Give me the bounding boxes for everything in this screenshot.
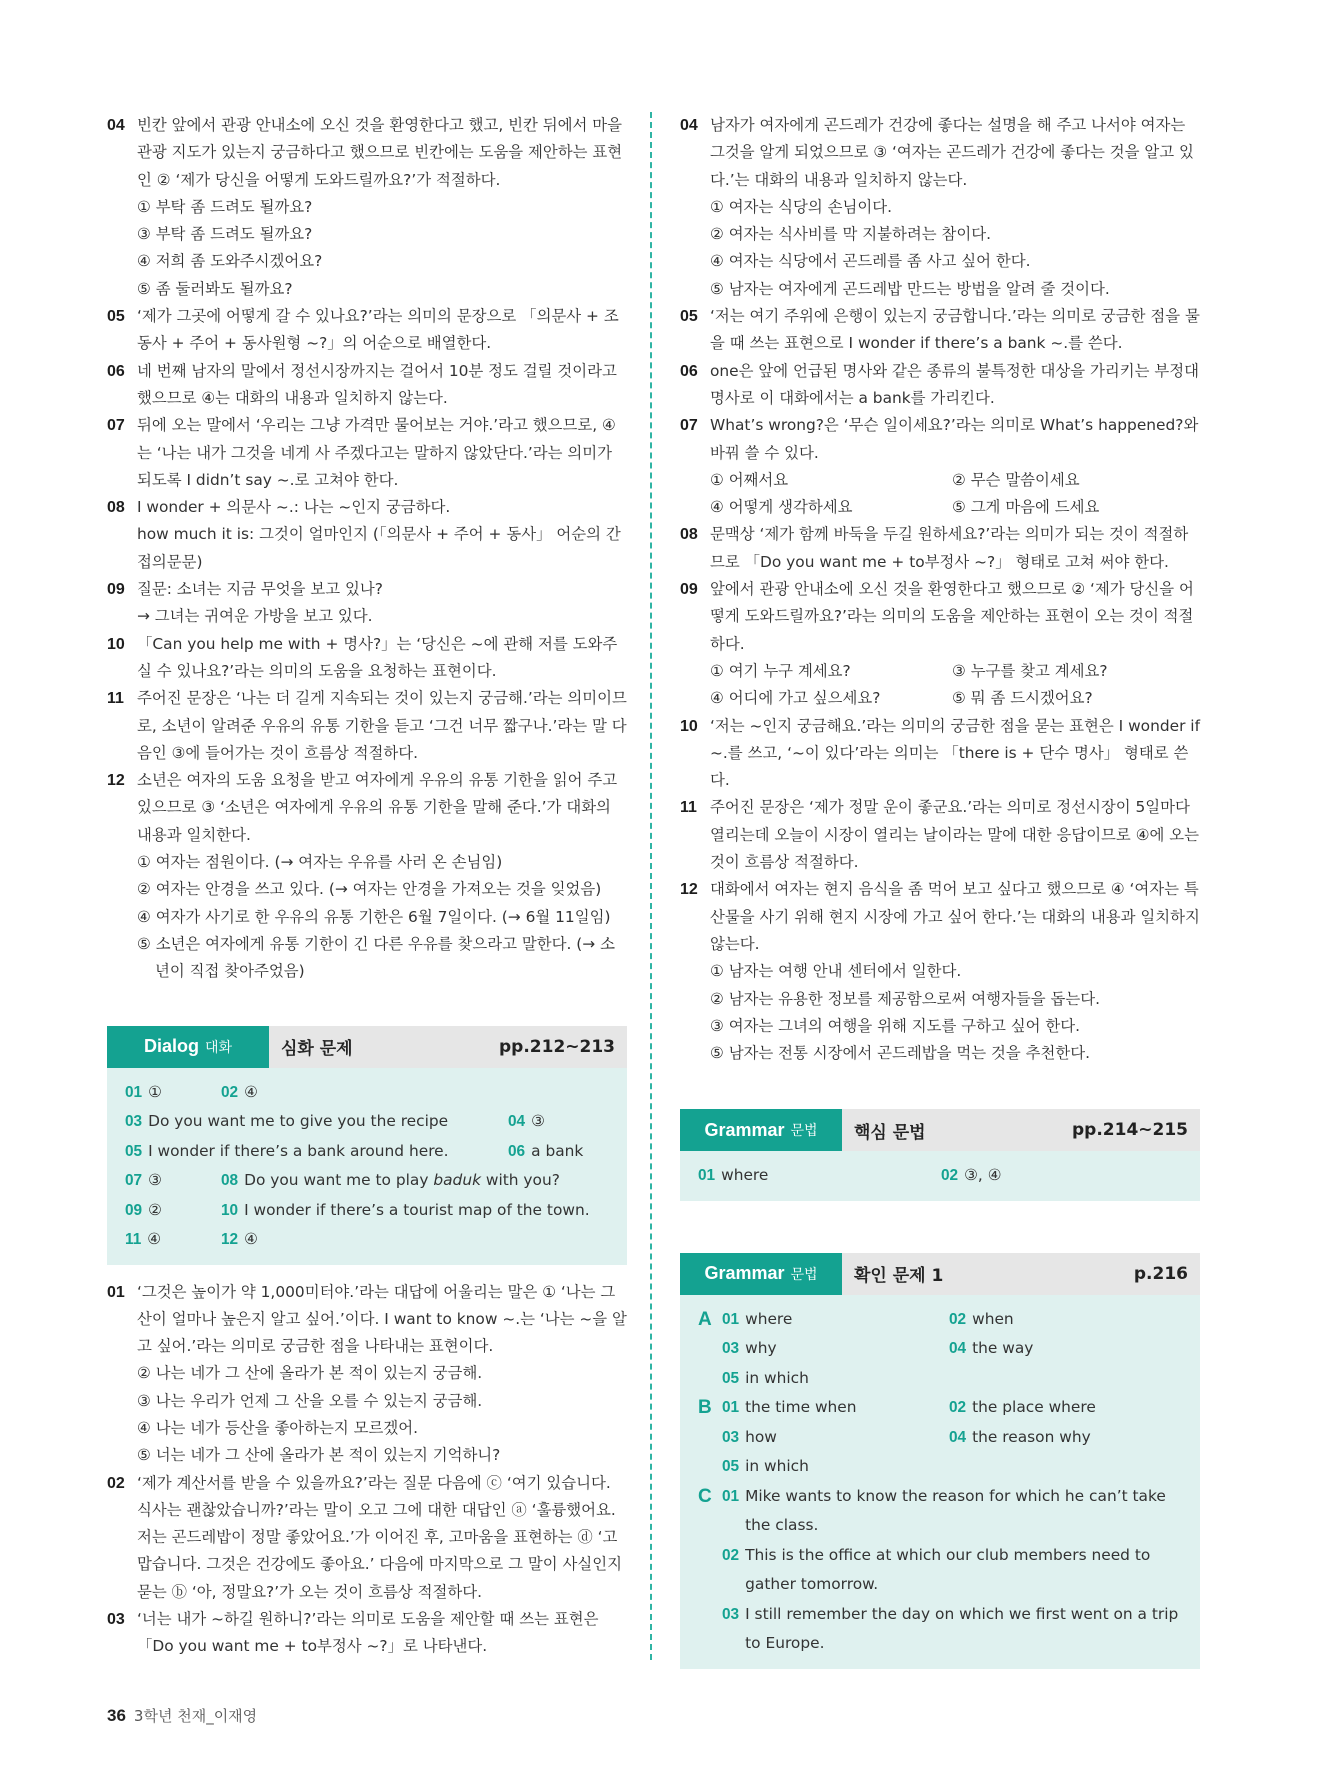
- option-translation: ④ 여자가 사기로 한 우유의 유통 기한은 6월 7일이다. (→ 6월 11일임): [137, 907, 611, 926]
- answer-cell: [941, 1161, 1002, 1191]
- item-body: [710, 412, 1200, 521]
- answer-number: 04: [949, 1428, 967, 1446]
- item-body: [137, 631, 627, 686]
- answer-text: ④: [244, 1082, 258, 1101]
- answer-cell: [125, 1078, 221, 1108]
- option-translation: ② 남자는 유용한 정보를 제공함으로써 여행자들을 돕는다.: [710, 989, 1100, 1008]
- item-number: 06: [107, 362, 125, 380]
- answer-number: 01: [698, 1167, 716, 1185]
- explanation-text: ‘그것은 높이가 약 1,000미터야.’라는 대답에 어울리는 말은 ① ‘나는 그 산이 얼마나 높은지 알고 싶어.’이다. I want to know ~.는 ‘나는 ~을 알고 싶어.’라는 의미로 궁금한 점을 나타내는 표현이다.: [137, 1282, 627, 1356]
- explanation-text: 소년은 여자의 도움 요청을 받고 여자에게 우유의 유통 기한을 읽어 주고 있으므로 ③ ‘소년은 여자에게 우유의 유통 기한을 말해 준다.’가 대화의 내용과 일치한다.: [137, 771, 618, 844]
- option-translation: ③ 여자는 그녀의 여행을 위해 지도를 구하고 싶어 한다.: [710, 1016, 1081, 1035]
- item-body: [710, 112, 1200, 303]
- explanation-text: ‘제가 계산서를 받을 수 있을까요?’라는 질문 다음에 ⓒ ‘여기 있습니다. 식사는 괜찮았습니까?’라는 말이 오고 그에 대한 대답인 ⓐ ‘훌륭했어요. 저는 곤드레밥이 정말 좋았어요.’가 이어진 후, 고마움을 표현하는 ⓓ ‘고맙습니다. 그것은 건강에도 좋아요.’ 다음에 마지막으로 그 말이 사실인지 묻는 ⓑ ‘아, 정말요?’가 오는 것이 흐름상 적절하다.: [137, 1473, 622, 1601]
- option-translation: ① 남자는 여행 안내 센터에서 일한다.: [710, 962, 962, 981]
- explanation-text: 주어진 문장은 ‘제가 정말 운이 좋군요.’라는 의미로 정선시장이 5일마다 열리는데 오늘이 시장이 열리는 날이라는 말에 대한 응답이므로 ④에 오는 것이 흐름상 적절하다.: [710, 798, 1199, 872]
- item-body: [710, 576, 1200, 712]
- option-translation: ⑤ 좀 둘러봐도 될까요?: [137, 279, 293, 298]
- explanation-text: 뒤에 오는 말에서 ‘우리는 그냥 가격만 물어보는 거야.’라고 했으므로, ④는 ‘나는 내가 그것을 네게 사 주겠다고는 말하지 않았단다.’라는 의미가 되도록 I didn’t say ~.로 고쳐야 한다.: [137, 416, 616, 489]
- answer-cell: [508, 1107, 545, 1137]
- option-translation: ① 여기 누구 계세요?: [710, 661, 851, 680]
- answer-row: [698, 1305, 1182, 1335]
- explanation-item: [107, 1606, 627, 1661]
- answer-cell: [221, 1225, 258, 1255]
- grammar-check-pages: p.216: [1133, 1263, 1188, 1284]
- answer-cell: [221, 1078, 258, 1108]
- option-translation: ③ 나는 우리가 언제 그 산을 오를 수 있는지 궁금해.: [137, 1391, 483, 1410]
- option-translation: ② 여자는 안경을 쓰고 있다. (→ 여자는 안경을 가져오는 것을 잊었음): [137, 880, 602, 899]
- answer-number: 06: [508, 1142, 526, 1160]
- answer-row: [698, 1541, 1182, 1600]
- section-letter: A: [698, 1308, 712, 1330]
- item-number: 08: [107, 499, 125, 517]
- answer-row: [125, 1225, 609, 1255]
- dialog-tag: Dialog 대화: [107, 1026, 269, 1068]
- item-number: 06: [680, 362, 698, 380]
- left-column: [107, 112, 627, 1661]
- answer-text: a bank: [531, 1141, 584, 1160]
- explanation-item: [107, 112, 627, 303]
- explanation-text: I wonder + 의문사 ~.: 나는 ~인지 궁금하다.: [137, 498, 451, 517]
- item-number: 10: [107, 635, 125, 653]
- grammar-core-pages: pp.214~215: [1071, 1120, 1188, 1141]
- option-translation: ④ 저희 좀 도와주시겠어요?: [137, 252, 323, 271]
- item-number: 11: [107, 690, 124, 708]
- answer-text: Do you want me to play baduk with you?: [244, 1171, 560, 1189]
- section-letter: [698, 1334, 722, 1364]
- grammar-check-header: [680, 1253, 1200, 1295]
- answer-cell: [949, 1423, 1176, 1453]
- answer-number: 02: [722, 1546, 740, 1564]
- answer-text: where: [745, 1309, 793, 1328]
- answer-number: 02: [949, 1310, 967, 1328]
- item-number: 01: [107, 1283, 125, 1301]
- answer-row: [698, 1423, 1182, 1453]
- page-footer: [107, 1705, 257, 1726]
- answer-text: the reason why: [972, 1427, 1091, 1446]
- dialog-pages: pp.212~213: [498, 1036, 615, 1057]
- explanation-item: [680, 521, 1200, 576]
- answer-cell: [221, 1196, 590, 1226]
- section-letter: C: [698, 1485, 712, 1507]
- item-number: 09: [107, 581, 125, 599]
- item-number: 05: [107, 308, 125, 326]
- answer-text: when: [972, 1309, 1014, 1328]
- option-translation: ⑤ 남자는 전통 시장에서 곤드레밥을 먹는 것을 추천한다.: [710, 1044, 1091, 1063]
- option-translation: ⑤ 그게 마음에 드세요: [952, 498, 1100, 517]
- option-translation: ⑤ 남자는 여자에게 곤드레밥 만드는 방법을 알려 줄 것이다.: [710, 279, 1110, 298]
- item-body: [710, 713, 1200, 795]
- answer-text: the place where: [972, 1398, 1096, 1417]
- item-body: [137, 303, 627, 358]
- item-number: 02: [107, 1474, 125, 1492]
- answer-text: ③: [148, 1171, 162, 1189]
- explanation-item: [107, 412, 627, 494]
- item-number: 12: [107, 772, 125, 790]
- section-letter: [698, 1452, 722, 1482]
- option-translation: ① 여자는 식당의 손님이다.: [710, 197, 893, 216]
- answer-number: 03: [722, 1605, 740, 1623]
- answer-cell: [949, 1393, 1176, 1423]
- explanation-item: [680, 303, 1200, 358]
- explanation-item: [680, 876, 1200, 1067]
- answer-text: the time when: [745, 1398, 857, 1417]
- section-letter: [698, 1600, 722, 1659]
- explanation-item: [680, 794, 1200, 876]
- item-body: [137, 685, 627, 767]
- answer-text: ③: [531, 1112, 545, 1130]
- dialog-explanations: [107, 1279, 627, 1661]
- answer-cell: [125, 1107, 508, 1137]
- answer-number: 11: [125, 1231, 142, 1248]
- item-number: 04: [680, 117, 698, 134]
- answer-text: why: [745, 1339, 777, 1358]
- answer-text: I still remember the day on which we first went on a trip to Europe.: [745, 1604, 1179, 1653]
- option-translation: ① 여자는 점원이다. (→ 여자는 우유를 사러 온 손님임): [137, 853, 503, 872]
- option-translation: ⑤ 너는 네가 그 산에 올라가 본 적이 있는지 기억하니?: [137, 1446, 501, 1465]
- column-divider: [650, 112, 652, 1660]
- answer-number: 12: [221, 1231, 239, 1248]
- item-body: [137, 1279, 627, 1470]
- answer-number: 09: [125, 1201, 143, 1219]
- option-translation: ② 여자는 식사비를 막 지불하려는 참이다.: [710, 225, 992, 244]
- item-body: [137, 412, 627, 494]
- item-body: [137, 358, 627, 413]
- explanation-item: [107, 767, 627, 985]
- answer-number: 08: [221, 1172, 239, 1189]
- answer-row: [125, 1078, 609, 1108]
- right-explanations: [680, 112, 1200, 1067]
- item-body: [710, 358, 1200, 413]
- answer-row: [125, 1107, 609, 1137]
- answer-number: 03: [125, 1113, 143, 1130]
- explanation-item: [107, 576, 627, 631]
- item-body: [137, 112, 627, 303]
- answer-number: 01: [722, 1310, 740, 1328]
- item-number: 10: [680, 717, 698, 735]
- answer-number: 02: [221, 1083, 239, 1101]
- option-translation: ⑤ 뭐 좀 드시겠어요?: [952, 689, 1093, 708]
- answer-number: 03: [722, 1340, 740, 1358]
- explanation-text: 문맥상 ‘제가 함께 바둑을 두길 원하세요?’라는 의미가 되는 것이 적절하므로 「Do you want me + to부정사 ~?」 형태로 고쳐 써야 한다.: [710, 525, 1189, 571]
- item-number: 04: [107, 117, 125, 134]
- grammar-tag: Grammar 문법: [680, 1109, 842, 1151]
- item-body: [710, 303, 1200, 358]
- option-translation: ④ 나는 네가 등산을 좋아하는지 모르겠어.: [137, 1418, 419, 1437]
- answer-number: 01: [125, 1083, 143, 1101]
- explanation-item: [680, 112, 1200, 303]
- left-explanations: [107, 112, 627, 986]
- item-body: [710, 794, 1200, 876]
- explanation-text: 빈칸 앞에서 관광 안내소에 오신 것을 환영한다고 했고, 빈칸 뒤에서 마을 관광 지도가 있는지 궁금하다고 했으므로 빈칸에는 도움을 제안하는 표현인 ② ‘제가 당신을 어떻게 도와드릴까요?’가 적절하다.: [137, 116, 623, 189]
- option-translation: ⑤ 소년은 여자에게 유통 기한이 긴 다른 우유를 찾으라고 말한다. (→ 소년이 직접 찾아주었음): [137, 934, 615, 981]
- answer-text: in which: [745, 1457, 809, 1476]
- option-translation: ② 무슨 말씀이세요: [952, 470, 1080, 489]
- answer-cell: [949, 1305, 1176, 1335]
- answer-text: This is the office at which our club members need to gather tomorrow.: [745, 1545, 1151, 1594]
- answer-row: [125, 1196, 609, 1226]
- grammar-tag: Grammar 문법: [680, 1253, 842, 1295]
- answer-row: [698, 1334, 1182, 1364]
- grammar-core-answer-box: [680, 1151, 1200, 1201]
- option-translation: ④ 여자는 식당에서 곤드레를 좀 사고 싶어 한다.: [710, 252, 1031, 271]
- item-number: 03: [107, 1611, 125, 1629]
- option-translation: ① 부탁 좀 드려도 될까요?: [137, 197, 313, 216]
- answer-text: where: [721, 1166, 769, 1185]
- answer-cell: [722, 1334, 949, 1364]
- option-row: [710, 467, 1200, 494]
- item-number: 09: [680, 581, 698, 599]
- answer-text: I wonder if there’s a tourist map of the town.: [244, 1200, 590, 1219]
- explanation-item: [680, 713, 1200, 795]
- answer-row: [125, 1137, 609, 1167]
- dialog-answer-box: [107, 1068, 627, 1265]
- answer-number: 03: [722, 1428, 740, 1446]
- explanation-text: 질문: 소녀는 지금 무엇을 보고 있나?: [137, 580, 383, 599]
- answer-text: Do you want me to give you the recipe: [148, 1112, 449, 1130]
- explanation-item: [107, 303, 627, 358]
- section-letter: B: [698, 1397, 712, 1419]
- explanation-item: [107, 685, 627, 767]
- answer-row: [125, 1166, 609, 1196]
- answer-number: 05: [125, 1142, 143, 1160]
- answer-text: how: [745, 1427, 777, 1446]
- item-body: [710, 521, 1200, 576]
- answer-cell: [125, 1137, 508, 1167]
- option-row: [710, 685, 1200, 712]
- answer-number: 04: [508, 1113, 526, 1130]
- option-translation: ③ 누구를 찾고 계세요?: [952, 661, 1108, 680]
- explanation-item: [107, 1470, 627, 1606]
- answer-number: 02: [949, 1399, 967, 1417]
- explanation-text: 대화에서 여자는 현지 음식을 좀 먹어 보고 싶다고 했으므로 ④ ‘여자는 특산물을 사기 위해 현지 시장에 가고 싶어 한다.’는 대화의 내용과 일치하지 않는다.: [710, 880, 1200, 953]
- answer-number: 02: [941, 1167, 959, 1185]
- answer-text: Mike wants to know the reason for which he can’t take the class.: [745, 1486, 1166, 1535]
- dialog-title: 심화 문제: [281, 1039, 353, 1059]
- option-translation: ③ 부탁 좀 드려도 될까요?: [137, 225, 313, 244]
- option-translation: ② 나는 네가 그 산에 올라가 본 적이 있는지 궁금해.: [137, 1364, 483, 1383]
- item-body: [137, 576, 627, 631]
- grammar-check-answer-box: [680, 1295, 1200, 1669]
- explanation-item: [107, 1279, 627, 1470]
- answer-cell: [722, 1600, 1182, 1659]
- section-letter: [698, 1364, 722, 1394]
- explanation-text: 주어진 문장은 ‘나는 더 길게 지속되는 것이 있는지 궁금해.’라는 의미이므로, 소년이 알려준 우유의 유통 기한을 듣고 ‘그건 너무 짧구나.’라는 말 다음인 ③에 들어가는 것이 흐름상 적절하다.: [137, 689, 627, 762]
- item-body: [137, 767, 627, 985]
- explanation-text: one은 앞에 언급된 명사와 같은 종류의 불특정한 대상을 가리키는 부정대명사로 이 대화에서는 a bank를 가리킨다.: [710, 361, 1199, 407]
- explanation-text: ‘너는 내가 ~하길 원하니?’라는 의미로 도움을 제안할 때 쓰는 표현은 「Do you want me + to부정사 ~?」로 나타낸다.: [137, 1610, 599, 1656]
- answer-number: 01: [722, 1399, 740, 1417]
- option-translation: ① 어째서요: [710, 470, 789, 489]
- item-number: 12: [680, 881, 698, 899]
- answer-text: ④: [244, 1230, 258, 1248]
- explanation-text: 네 번째 남자의 말에서 정선시장까지는 걸어서 10분 정도 걸릴 것이라고 했으므로 ④는 대화의 내용과 일치하지 않는다.: [137, 361, 617, 407]
- answer-text: ④: [147, 1230, 162, 1248]
- answer-number: 04: [949, 1340, 967, 1358]
- answer-cell: [698, 1161, 941, 1191]
- answer-row: [698, 1482, 1182, 1541]
- answer-cell: [722, 1541, 1182, 1600]
- answer-text: ②: [148, 1200, 162, 1219]
- page-number: 36: [107, 1706, 126, 1725]
- explanation-text: What’s wrong?은 ‘무슨 일이세요?’라는 의미로 What’s happened?와 바꿔 쓸 수 있다.: [710, 416, 1199, 462]
- explanation-item: [107, 358, 627, 413]
- answer-text: the way: [972, 1339, 1034, 1358]
- answer-text: in which: [745, 1368, 809, 1387]
- answer-cell: [722, 1482, 1182, 1541]
- explanation-text: → 그녀는 귀여운 가방을 보고 있다.: [137, 607, 373, 626]
- answer-text: I wonder if there’s a bank around here.: [148, 1141, 449, 1160]
- answer-row: [698, 1364, 1182, 1394]
- answer-number: 07: [125, 1172, 143, 1189]
- explanation-item: [107, 494, 627, 576]
- answer-cell: [125, 1166, 221, 1196]
- explanation-text: 「Can you help me with + 명사?」는 ‘당신은 ~에 관해 저를 도와주실 수 있나요?’라는 의미의 도움을 요청하는 표현이다.: [137, 634, 618, 680]
- right-column: [680, 112, 1200, 1669]
- item-number: 11: [680, 799, 697, 817]
- item-number: 07: [680, 417, 698, 435]
- explanation-text: ‘제가 그곳에 어떻게 갈 수 있나요?’라는 의미의 문장으로 「의문사 + 조동사 + 주어 + 동사원형 ~?」의 어순으로 배열한다.: [137, 307, 619, 353]
- section-letter: [698, 1541, 722, 1600]
- answer-cell: [125, 1225, 221, 1255]
- answer-row: [698, 1452, 1182, 1482]
- answer-cell: [722, 1305, 949, 1335]
- answer-text: ③, ④: [964, 1166, 1002, 1185]
- footer-text: 3학년 천재_이재영: [133, 1707, 258, 1725]
- dialog-section-header: [107, 1026, 627, 1068]
- answer-number: 05: [722, 1369, 740, 1387]
- grammar-core-header: [680, 1109, 1200, 1151]
- section-letter: [698, 1423, 722, 1453]
- item-body: [137, 1606, 627, 1661]
- grammar-core-title: 핵심 문법: [854, 1122, 926, 1143]
- explanation-text: 앞에서 관광 안내소에 오신 것을 환영한다고 했으므로 ② ‘제가 당신을 어떻게 도와드릴까요?’라는 의미의 도움을 제안하는 표현이 오는 것이 적절하다.: [710, 580, 1194, 653]
- answer-row: [698, 1600, 1182, 1659]
- explanation-item: [107, 631, 627, 686]
- explanation-text: ‘저는 여기 주위에 은행이 있는지 궁금합니다.’라는 의미로 궁금한 점을 물을 때 쓰는 표현으로 I wonder if there’s a bank ~.를 쓴다.: [710, 307, 1200, 353]
- option-row: [710, 658, 1200, 685]
- answer-row: [698, 1393, 1182, 1423]
- answer-number: 01: [722, 1487, 740, 1505]
- explanation-item: [680, 358, 1200, 413]
- explanation-item: [680, 576, 1200, 712]
- explanation-text: how much it is: 그것이 얼마인지 (「의문사 + 주어 + 동사」 어순의 간접의문문): [137, 525, 621, 571]
- answer-text: ①: [148, 1082, 162, 1101]
- answer-cell: [125, 1196, 221, 1226]
- answer-cell: [722, 1452, 949, 1482]
- item-body: [137, 494, 627, 576]
- explanation-text: ‘저는 ~인지 궁금해요.’라는 의미의 궁금한 점을 묻는 표현은 I wonder if ~.를 쓰고, ‘~이 있다’라는 의미는 「there is + 단수 명사」 형태로 쓴다.: [710, 716, 1201, 790]
- option-row: [710, 494, 1200, 521]
- answer-number: 10: [221, 1201, 239, 1219]
- option-translation: ④ 어떻게 생각하세요: [710, 498, 853, 517]
- item-number: 07: [107, 417, 125, 435]
- answer-number: 05: [722, 1458, 740, 1476]
- grammar-check-title: 확인 문제 1: [854, 1266, 944, 1287]
- item-number: 05: [680, 308, 698, 326]
- explanation-item: [680, 412, 1200, 521]
- explanation-text: 남자가 여자에게 곤드레가 건강에 좋다는 설명을 해 주고 나서야 여자는 그것을 알게 되었으므로 ③ ‘여자는 곤드레가 건강에 좋다는 것을 알고 있다.’는 대화의 내용과 일치하지 않는다.: [710, 116, 1194, 189]
- item-body: [137, 1470, 627, 1606]
- item-body: [710, 876, 1200, 1067]
- answer-cell: [722, 1423, 949, 1453]
- item-number: 08: [680, 526, 698, 544]
- answer-cell: [508, 1137, 583, 1167]
- answer-cell: [949, 1334, 1176, 1364]
- answer-cell: [722, 1393, 949, 1423]
- option-translation: ④ 어디에 가고 싶으세요?: [710, 689, 881, 708]
- answer-cell: [722, 1364, 949, 1394]
- answer-cell: [221, 1166, 560, 1196]
